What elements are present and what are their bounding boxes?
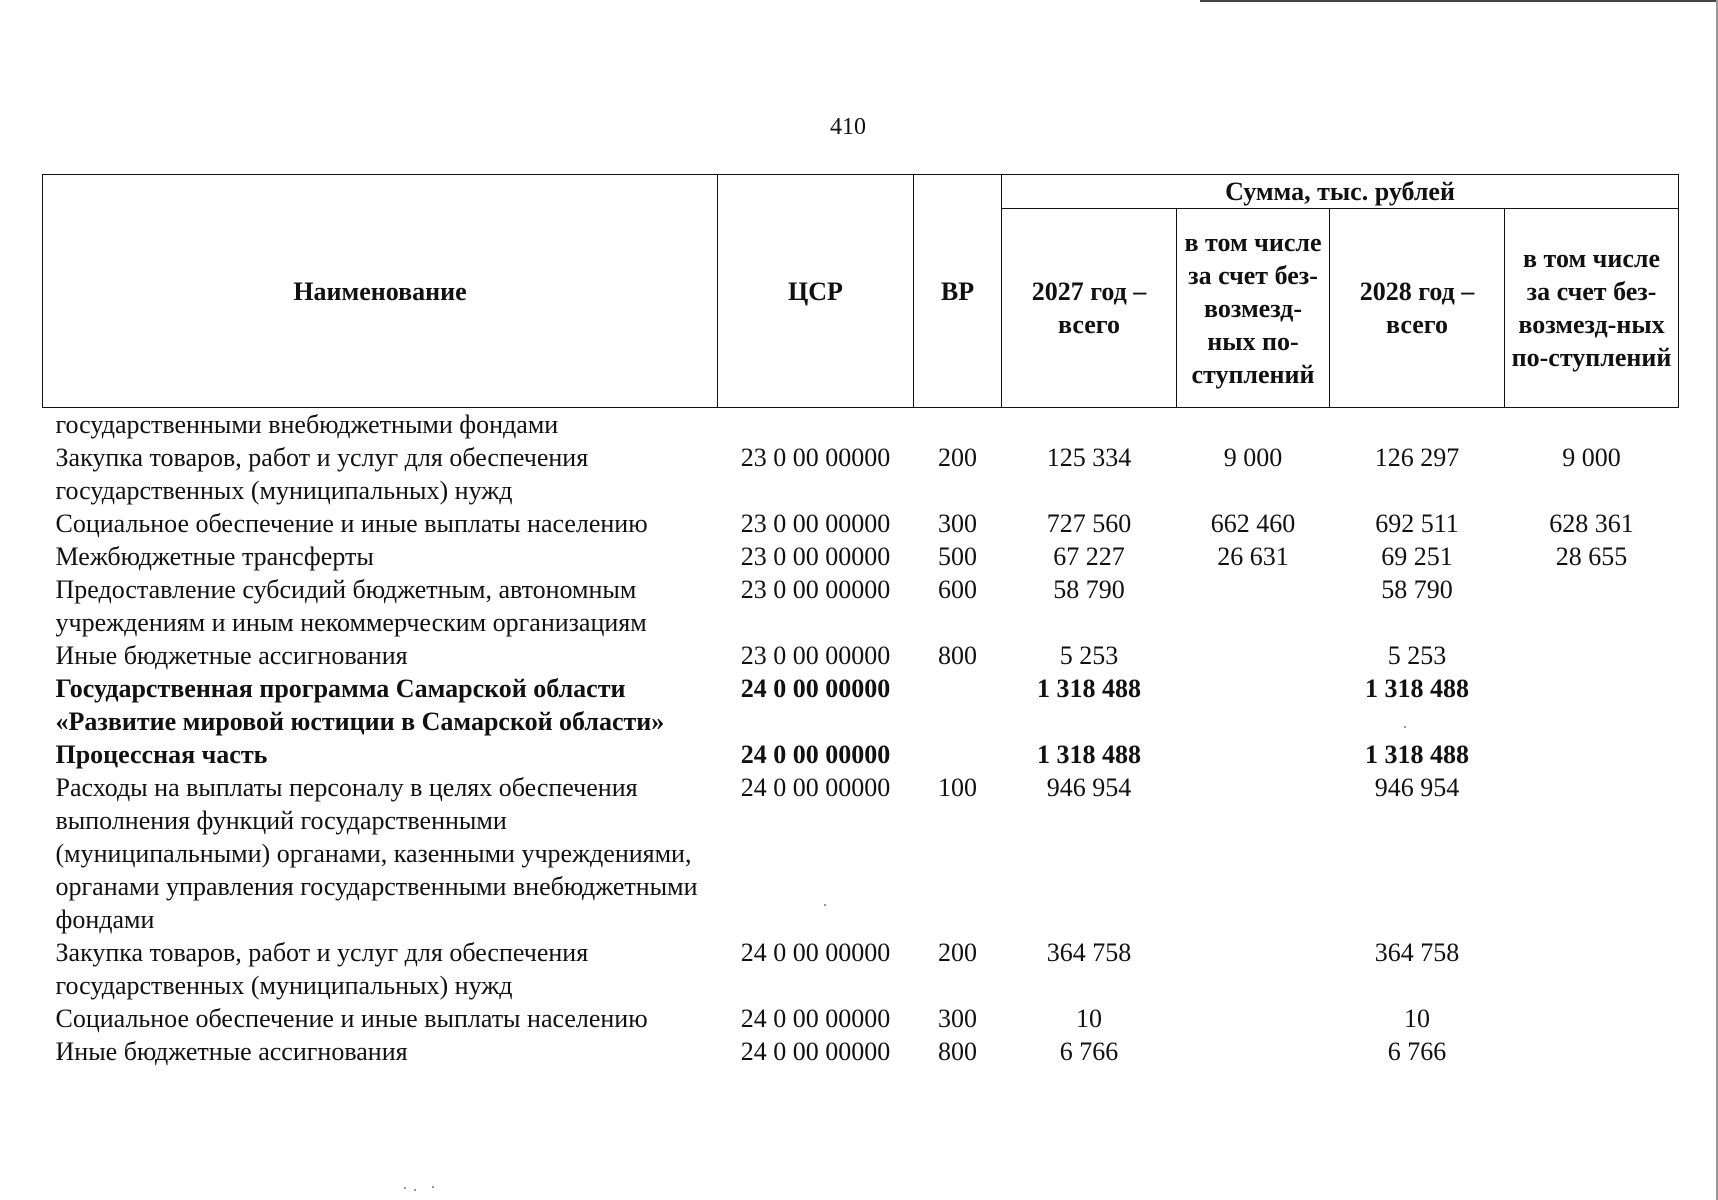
row-2027-free — [1177, 738, 1330, 771]
row-csr: 24 0 00 00000 — [740, 1037, 891, 1066]
row-2027-free — [1177, 408, 1330, 442]
row-csr: 24 0 00 00000 — [740, 674, 891, 703]
table-row — [43, 540, 1679, 573]
row-2028-total: 58 790 — [1381, 575, 1453, 604]
row-csr: 24 0 00 00000 — [740, 1004, 891, 1033]
row-name: Расходы на выплаты персоналу в целях обеспечения выполнения функций государственными (муниципальными) органами, казенными учреждениями, органами управления государственными внебюджетными фондами — [55, 773, 698, 934]
header-vr: ВР — [914, 175, 1002, 408]
row-name: Иные бюджетные ассигнования — [55, 641, 408, 670]
header-2027-free: в том числе за счет без-возмезд-ных по-ступлений — [1177, 209, 1330, 408]
row-2027-total: 727 560 — [1046, 509, 1132, 538]
row-csr: 24 0 00 00000 — [740, 740, 891, 769]
row-vr — [914, 672, 1002, 738]
row-2028-free — [1505, 1002, 1679, 1035]
row-2028-free: 9 000 — [1562, 443, 1621, 472]
row-csr: 24 0 00 00000 — [740, 773, 891, 802]
row-vr: 100 — [938, 773, 977, 802]
row-name: Закупка товаров, работ и услуг для обеспечения государственных (муниципальных) нужд — [55, 938, 589, 1000]
row-name: государственными внебюджетными фондами — [55, 410, 559, 439]
row-2027-free — [1177, 1035, 1330, 1068]
scan-speck — [404, 1187, 406, 1189]
row-name: Закупка товаров, работ и услуг для обеспечения государственных (муниципальных) нужд — [55, 443, 589, 505]
row-csr: 23 0 00 00000 — [740, 575, 891, 604]
row-2028-free — [1505, 639, 1679, 672]
row-vr: 300 — [938, 509, 977, 538]
header-2028-free: в том числе за счет без-возмезд-ных по-ступлений — [1505, 209, 1679, 408]
row-2027-free: 9 000 — [1223, 443, 1283, 472]
scan-speck — [414, 1189, 416, 1191]
row-2027-total: 67 227 — [1053, 542, 1125, 571]
row-2028-free — [1505, 936, 1679, 1002]
header-csr: ЦСР — [718, 175, 914, 408]
row-2027-total: 1 318 488 — [1037, 674, 1141, 703]
row-vr: 300 — [938, 1004, 977, 1033]
row-2027-free — [1177, 639, 1330, 672]
table-row — [43, 672, 1679, 738]
header-2028-total: 2028 год – всего — [1330, 209, 1505, 408]
header-2027-total: 2027 год – всего — [1002, 209, 1177, 408]
row-2027-total: 125 334 — [1046, 443, 1132, 472]
row-csr: 23 0 00 00000 — [740, 542, 891, 571]
table-row — [43, 573, 1679, 639]
page-number: 410 — [830, 114, 866, 140]
row-2027-free — [1177, 672, 1330, 738]
row-2027-total: 10 — [1076, 1004, 1102, 1033]
row-2028-total: 126 297 — [1374, 443, 1460, 472]
row-csr: 24 0 00 00000 — [740, 938, 891, 967]
row-2027-free: 662 460 — [1210, 509, 1296, 538]
row-2028-free — [1505, 573, 1679, 639]
row-name: Социальное обеспечение и иные выплаты населению — [55, 509, 648, 538]
row-2027-free — [1177, 936, 1330, 1002]
row-2028-free — [1505, 771, 1679, 936]
row-2028-total: 692 511 — [1375, 509, 1459, 538]
row-2028-total: 364 758 — [1374, 938, 1460, 967]
row-name: Процессная часть — [55, 740, 268, 769]
row-2028-total: 1 318 488 — [1365, 674, 1469, 703]
row-2028-free — [1505, 1035, 1679, 1068]
table-row — [43, 639, 1679, 672]
table-row — [43, 1002, 1679, 1035]
row-2028-total: 5 253 — [1387, 641, 1447, 670]
row-2028-free — [1505, 738, 1679, 771]
table-row — [43, 738, 1679, 771]
row-2027-total: 364 758 — [1046, 938, 1132, 967]
row-2027-free — [1177, 771, 1330, 936]
row-2027-free — [1177, 573, 1330, 639]
row-2028-total: 1 318 488 — [1365, 740, 1469, 769]
row-vr: 800 — [938, 641, 977, 670]
table-row — [43, 507, 1679, 540]
row-vr: 200 — [938, 938, 977, 967]
row-csr: 23 0 00 00000 — [740, 509, 891, 538]
budget-table — [42, 174, 1679, 1068]
row-name: Предоставление субсидий бюджетным, автономным учреждениям и иным некоммерческим организациям — [55, 575, 647, 637]
table-body — [43, 408, 1679, 1069]
row-csr: 23 0 00 00000 — [740, 641, 891, 670]
row-2027-total — [1002, 408, 1177, 442]
row-2027-total: 6 766 — [1059, 1037, 1119, 1066]
row-name: Межбюджетные трансферты — [55, 542, 374, 571]
row-2027-total: 1 318 488 — [1037, 740, 1141, 769]
table-row — [43, 1035, 1679, 1068]
row-2028-total — [1330, 408, 1505, 442]
row-2028-free — [1505, 672, 1679, 738]
row-name: Иные бюджетные ассигнования — [55, 1037, 408, 1066]
row-vr — [914, 738, 1002, 771]
row-vr: 500 — [938, 542, 977, 571]
row-2027-free: 26 631 — [1217, 542, 1289, 571]
table-row — [43, 441, 1679, 507]
row-2028-free: 628 361 — [1549, 509, 1634, 538]
table-row — [43, 408, 1679, 442]
header-sum-group: Сумма, тыс. рублей — [1002, 175, 1679, 209]
row-csr: 23 0 00 00000 — [740, 443, 891, 472]
row-2027-total: 946 954 — [1046, 773, 1132, 802]
row-vr — [914, 408, 1002, 442]
row-2028-free: 28 655 — [1555, 542, 1628, 571]
row-2028-total: 6 766 — [1387, 1037, 1447, 1066]
row-vr: 600 — [938, 575, 977, 604]
row-2027-total: 5 253 — [1059, 641, 1119, 670]
row-vr: 800 — [938, 1037, 977, 1066]
row-2028-total: 946 954 — [1374, 773, 1460, 802]
row-2028-total: 69 251 — [1381, 542, 1453, 571]
scan-edge-line — [1200, 0, 1718, 2]
scan-speck — [432, 1186, 434, 1188]
table-row — [43, 936, 1679, 1002]
row-name: Государственная программа Самарской области «Развитие мировой юстиции в Самарской области» — [55, 674, 665, 736]
row-csr — [718, 408, 914, 442]
row-name: Социальное обеспечение и иные выплаты населению — [55, 1004, 648, 1033]
table-row — [43, 771, 1679, 936]
budget-sheet — [42, 174, 1678, 1068]
row-vr: 200 — [938, 443, 977, 472]
row-2028-total: 10 — [1404, 1004, 1430, 1033]
header-name: Наименование — [43, 175, 718, 408]
row-2028-free — [1505, 408, 1679, 442]
row-2027-total: 58 790 — [1053, 575, 1125, 604]
row-2027-free — [1177, 1002, 1330, 1035]
